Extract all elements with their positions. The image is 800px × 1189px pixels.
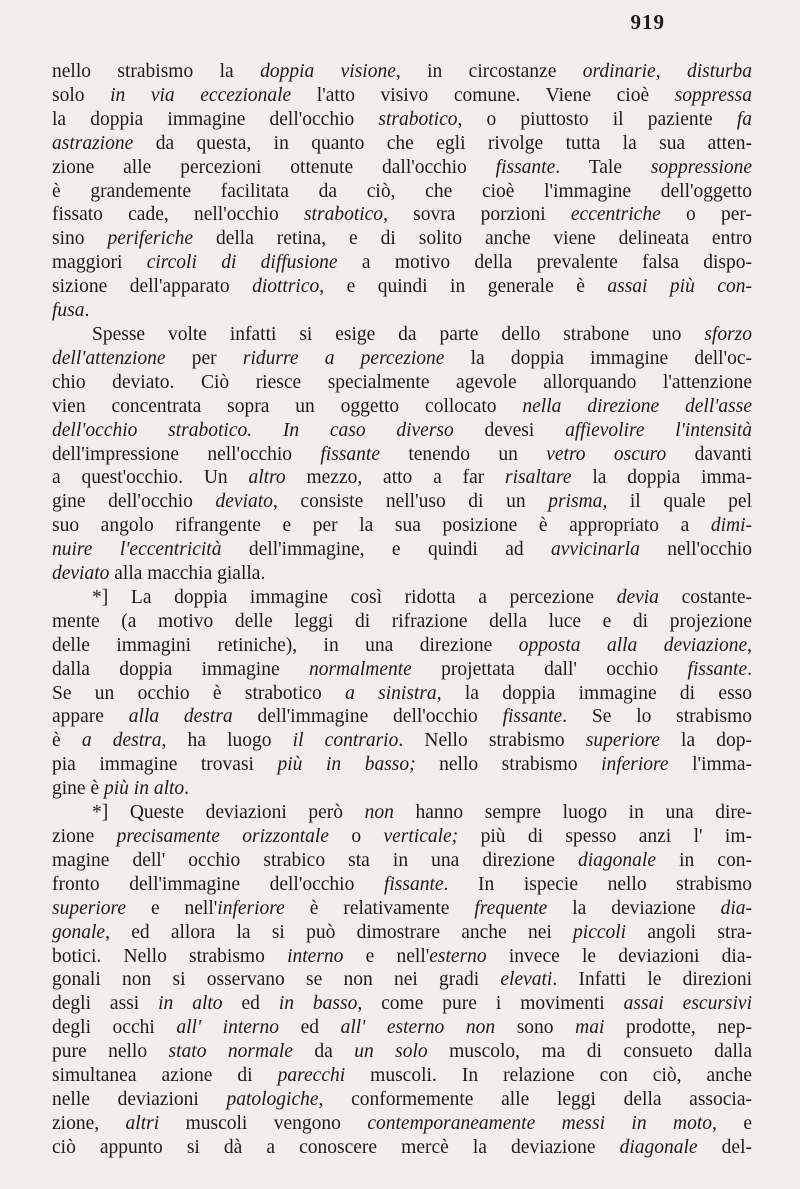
text-run: . In ispecie nello strabismo [443,873,753,895]
text-run: , in circostanze [395,61,583,82]
text-run: gine è [52,778,104,800]
italic-text: astrazione [52,132,134,154]
text-run: per [165,347,243,369]
text-line [52,227,752,251]
text-run: , il quale pel [602,491,752,513]
italic-text: diagonale [619,1136,698,1158]
italic-text: parecchi [277,1065,346,1087]
text-line [52,1064,752,1088]
text-run: Se un occhio è strabotico [52,682,346,704]
italic-text: ordinarie, disturba [582,61,752,82]
text-run: appare [52,706,129,728]
text-run: più di spesso anzi l' im- [458,826,753,847]
italic-text: assai più con- [607,276,752,298]
italic-text: inferiore [217,897,285,919]
text-run: simultanea azione di [52,1065,278,1087]
italic-text: devia [616,586,659,608]
text-run: , consiste nell'uso di un [272,491,549,513]
text-run: fissato cade, nell'occhio [52,204,304,226]
text-run: hanno sempre luogo in una dire- [393,802,753,824]
italic-text: nuire l'eccentricità [52,539,222,561]
text-run: . Nello strabismo [398,730,586,752]
text-run: . [184,778,190,800]
italic-text: circoli di diffusione [146,252,338,274]
page-number: 919 [630,10,665,34]
italic-text: dimi- [710,515,752,537]
text-run: delle immagini retiniche), in una direzione [52,634,519,656]
text-line [52,849,752,873]
text-run: della retina, e di solito anche viene delineata entro [193,228,752,250]
text-run: nello strabismo [415,754,602,776]
text-run: angoli stra- [626,921,753,943]
text-line [52,1016,752,1040]
text-line [52,968,752,992]
text-run: vien concentrata sopra un oggetto collocato [52,395,523,417]
italic-text: doppia visione [260,61,396,82]
text-run: , ed allora la si può dimostrare anche nei [105,921,574,943]
italic-text: affievolire l'intensità [565,419,752,441]
italic-text: più in basso; [277,754,416,776]
text-line [52,132,752,156]
italic-text: altro [248,467,286,489]
text-run: invece le deviazioni dia- [486,945,753,967]
text-line [52,419,752,443]
text-run: . Se lo strabismo [562,706,752,728]
text-run: nello strabismo la [52,61,261,82]
italic-text: più in alto [103,778,185,800]
text-run: la doppia imma- [571,467,752,489]
text-run: degli assi [52,993,159,1015]
text-run: , ha luogo [161,730,293,752]
text-line [52,371,752,395]
text-run: nell'occhio [639,539,753,561]
text-run: . Tale [555,156,651,178]
italic-text: precisamente orizzontale [116,826,329,847]
text-run: Spesse volte infatti si esige da parte dello strabone uno [92,323,705,345]
italic-text: all' interno [176,1017,280,1039]
text-run: la deviazione [547,897,721,919]
text-run: . [747,658,752,680]
paragraph [52,323,752,586]
text-run: prodotte, nep- [604,1017,753,1039]
text-line [52,634,752,658]
text-line [52,801,752,825]
italic-text: opposta alla deviazione [518,634,748,656]
text-run: sino [52,228,108,250]
italic-text: deviato [52,563,110,585]
text-run: botici. Nello strabismo [52,945,288,967]
text-line [52,347,752,371]
text-line [52,203,752,227]
italic-text: elevati [500,969,553,991]
text-line [52,538,752,562]
text-run: fronto dell'immagine dell'occhio [52,873,384,895]
text-run: è relativamente [284,897,475,919]
text-line [52,466,752,490]
italic-text: diottrico [252,276,320,298]
text-run: da questa, in quanto che egli rivolge tutta la sua atten- [133,132,752,154]
text-run: muscolo, ma di consueto dalla [427,1041,752,1063]
text-line [52,156,752,180]
italic-text: prisma [548,491,603,513]
italic-text: fissante [495,156,556,178]
text-run: suo angolo rifrangente e per la sua posizione è appropriato a [52,515,711,537]
text-run: , come pure i movimenti [357,993,624,1015]
text-line [52,729,752,753]
text-line [52,1136,752,1160]
text-line [52,610,752,634]
text-run: davanti [666,443,752,465]
text-run: , [747,634,752,656]
text-run: pure nello [52,1041,169,1063]
italic-text: inferiore [601,754,669,776]
italic-text: piccoli [573,921,627,943]
italic-text: fissante [687,658,748,680]
text-line [52,395,752,419]
italic-text: nella direzione dell'asse [522,395,752,417]
text-run: gine dell'occhio [52,491,216,513]
italic-text: fissante [320,443,380,465]
text-run: . Infatti le direzioni [552,969,752,991]
text-run: degli occhi [52,1017,177,1039]
text-run: la doppia immagine dell'oc- [444,347,752,369]
italic-text: in alto [158,993,223,1015]
italic-text: strabotico [378,108,458,130]
text-line [52,658,752,682]
text-line [52,60,752,84]
italic-text: diagonale [578,849,657,871]
text-run: chio deviato. Ciò riesce specialmente agevole allorquando l'attenzione [52,371,752,393]
italic-text: ridurre a percezione [242,347,445,369]
italic-text: avvicinarla [551,539,640,561]
text-run: *] Queste deviazioni però [92,802,365,824]
text-run: e nell' [343,945,430,967]
text-run: pia immagine trovasi [52,754,278,776]
text-line [52,299,752,323]
italic-text: normalmente [308,658,412,680]
text-run: è [52,730,82,752]
text-line [52,921,752,945]
text-run: , sovra porzioni [383,204,571,226]
text-line [52,84,752,108]
italic-text: mai [575,1017,605,1039]
italic-text: fusa [52,300,85,322]
italic-text: contemporaneamente messi in moto [367,1112,713,1134]
text-line [52,586,752,610]
text-run: muscoli. In relazione con ciò, anche [345,1065,752,1087]
text-run: mezzo, atto a far [285,467,506,489]
text-line [52,275,752,299]
text-run: zione, [52,1112,126,1134]
text-line [52,897,752,921]
text-line [52,1040,752,1064]
body-text [52,60,752,1160]
italic-text: esterno [429,945,487,967]
text-run: dalla doppia immagine [52,658,309,680]
text-run: o per- [660,204,752,226]
italic-text: superiore [585,730,660,752]
text-run: l'atto visivo comune. Viene cioè [291,84,675,106]
text-run: zione [52,826,117,847]
italic-text: il contrario [292,730,399,752]
text-run: a motivo della prevalente falsa dispo- [337,252,752,274]
text-run: è grandemente facilitata da ciò, che cioè l'immagine dell'oggetto [52,180,752,202]
italic-text: fissante [383,873,444,895]
text-run: ciò appunto si dà a conoscere mercè la deviazione [52,1136,620,1158]
text-run: mente (a motivo delle leggi di rifrazione della luce e di projezione [52,610,752,632]
text-run: da [292,1041,355,1063]
italic-text: risaltare [505,467,572,489]
text-run: , o piuttosto il paziente [457,108,737,130]
italic-text: a destra [81,730,162,752]
text-run: gonali non si osservano se non nei gradi [52,969,501,991]
text-run: tenendo un [379,443,547,465]
text-run: zione alle percezioni ottenute dall'occhio [52,156,496,178]
text-line [52,825,752,849]
paragraph [52,60,752,323]
italic-text: fa [736,108,752,130]
text-line [52,682,752,706]
text-run: ed [279,1017,341,1039]
italic-text: altri [125,1112,160,1134]
text-run: la doppia immagine dell'occhio [52,108,379,130]
italic-text: in basso [278,993,358,1015]
text-run: solo [52,84,111,106]
text-run: a quest'occhio. Un [52,467,249,489]
italic-text: periferiche [107,228,194,250]
text-run: projettata dall' occhio [411,658,688,680]
text-run: dell'immagine, e quindi ad [221,539,552,561]
text-run: ed [222,993,279,1015]
text-run: e nell' [126,897,218,919]
italic-text: gonale [52,921,106,943]
italic-text: stato normale [168,1041,293,1063]
italic-text: dia- [720,897,752,919]
italic-text: eccentriche [570,204,661,226]
text-run: magine dell' occhio strabico sta in una direzione [52,849,579,871]
italic-text: assai escursivi [623,993,752,1015]
text-line [52,873,752,897]
text-run: *] La doppia immagine così ridotta a percezione [92,586,617,608]
italic-text: verticale; [383,826,459,847]
italic-text: a sinistra [345,682,437,704]
text-line [52,992,752,1016]
text-line [52,251,752,275]
italic-text: superiore [52,897,127,919]
text-run: alla macchia gialla. [109,563,266,585]
text-line [52,777,752,801]
text-run: , la doppia immagine di esso [436,682,752,704]
italic-text: alla destra [128,706,233,728]
italic-text: in via eccezionale [110,84,292,106]
paragraph [52,801,752,1160]
text-line [52,108,752,132]
text-run: la dop- [659,730,753,752]
text-run: dell'immagine dell'occhio [232,706,503,728]
text-run: devesi [453,419,566,441]
text-run: in con- [656,849,752,871]
text-line [52,562,752,586]
text-line [52,443,752,467]
text-run: nelle deviazioni [52,1088,227,1110]
text-run: del- [697,1136,752,1158]
text-line [52,1112,752,1136]
text-run: muscoli vengono [159,1112,368,1134]
italic-text: interno [287,945,344,967]
text-line [52,180,752,204]
text-line [52,323,752,347]
text-line [52,945,752,969]
text-run: sizione dell'apparato [52,276,253,298]
text-line [52,514,752,538]
text-run: costante- [658,586,752,608]
italic-text: non [364,802,394,824]
italic-text: soppressa [674,84,752,106]
italic-text: deviato [215,491,273,513]
text-line [52,705,752,729]
text-run: , e [712,1112,752,1134]
italic-text: vetro oscuro [546,443,667,465]
text-line [52,1088,752,1112]
text-run: dell'impressione nell'occhio [52,443,321,465]
text-run: o [328,826,384,847]
italic-text: dell'occhio strabotico. In caso diverso [52,419,454,441]
text-run: , e quindi in generale è [319,276,608,298]
text-run: sono [495,1017,576,1039]
italic-text: un solo [354,1041,428,1063]
text-line [52,490,752,514]
text-run: maggiori [52,252,147,274]
italic-text: all' esterno non [340,1017,496,1039]
italic-text: frequente [474,897,548,919]
text-run: . [84,300,90,322]
italic-text: patologiche [226,1088,319,1110]
italic-text: fissante [502,706,563,728]
italic-text: dell'attenzione [52,347,166,369]
paragraph [52,586,752,801]
italic-text: sforzo [704,323,752,345]
text-run: l'imma- [668,754,752,776]
italic-text: soppressione [650,156,752,178]
text-line [52,753,752,777]
italic-text: strabotico [303,204,384,226]
text-run: , conformemente alle leggi della associa- [318,1088,752,1110]
